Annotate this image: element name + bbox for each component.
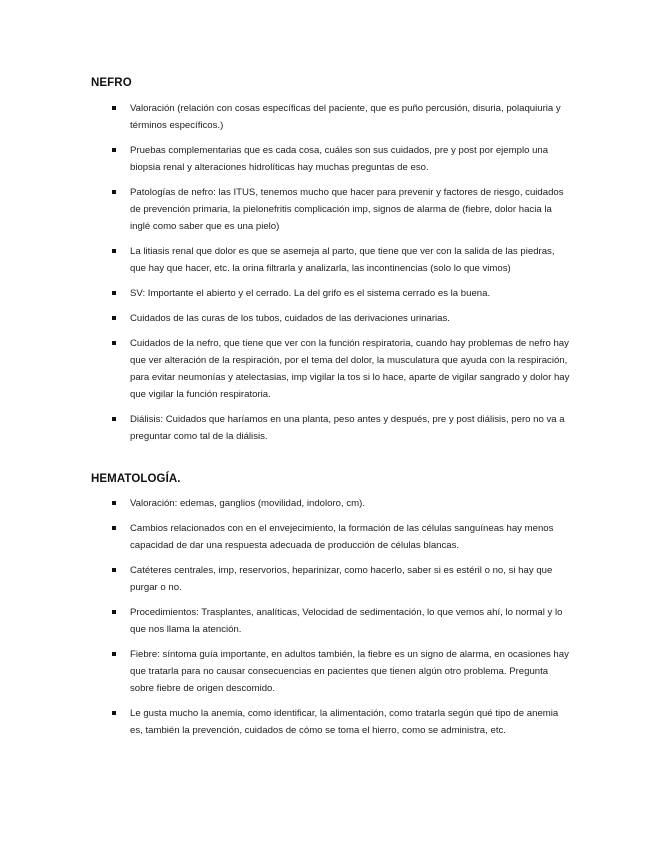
list-item	[91, 705, 571, 739]
bullet-icon	[112, 501, 116, 505]
list-item-text: Valoración: edemas, ganglios (movilidad, indoloro, cm).	[130, 498, 365, 509]
list-item-text: SV: Importante el abierto y el cerrado. La del grifo es el sistema cerrado es la buena.	[130, 288, 491, 299]
list-item	[91, 562, 571, 596]
list-item	[91, 520, 571, 554]
bullet-icon	[112, 148, 116, 152]
bullet-icon	[112, 190, 116, 194]
list-item-text: Le gusta mucho la anemia, como identificar, la alimentación, como tratarla según qué tipo de anemia es, también la prevención, cuidados de cómo se toma el hierro, como se administra, etc.	[130, 708, 559, 736]
bullet-icon	[112, 316, 116, 320]
bullet-icon	[112, 526, 116, 530]
section-title-nefro: NEFRO	[91, 77, 132, 89]
bullet-icon	[112, 106, 116, 110]
list-item	[91, 184, 571, 235]
list-item-text: Fiebre: síntoma guía importante, en adultos también, la fiebre es un signo de alarma, en ocasiones hay que tratarla para no causar consecuencias en pacientes que tienen algún otro problema. Pregunta sobre fiebre de origen descomido.	[130, 649, 569, 694]
list-item	[91, 285, 571, 302]
bullet-icon	[112, 610, 116, 614]
list-item-text: Diálisis: Cuidados que haríamos en una planta, peso antes y después, pre y post diálisis, pero no va a preguntar como tal de la diálisis.	[130, 414, 565, 442]
list-item-text: Procedimientos: Trasplantes, analíticas, Velocidad de sedimentación, lo que vemos ahí, lo normal y lo que nos llama la atención.	[130, 607, 563, 635]
bullet-icon	[112, 652, 116, 656]
list-item-text: Cuidados de las curas de los tubos, cuidados de las derivaciones urinarias.	[130, 313, 450, 324]
list-item-text: Cuidados de la nefro, que tiene que ver con la función respiratoria, cuando hay problemas de nefro hay que ver alteración de la respiración, por el tema del dolor, la musculatura que ayuda con la respiración, para evitar neumonías y atelectasias, imp vigilar la tos si lo hace, aparte de vigilar sangrado y dolor hay que vigilar la función respiratoria.	[130, 338, 570, 400]
bullet-icon	[112, 417, 116, 421]
list-item-text: Catéteres centrales, imp, reservorios, heparinizar, como hacerlo, saber si es estéril o no, si hay que purgar o no.	[130, 565, 553, 593]
hematologia-list	[91, 495, 571, 747]
list-item-text: Pruebas complementarias que es cada cosa, cuáles son sus cuidados, pre y post por ejemplo una biopsia renal y alteraciones hidrolíticas hay muchas preguntas de eso.	[130, 145, 549, 173]
bullet-icon	[112, 341, 116, 345]
list-item-text: Valoración (relación con cosas específicas del paciente, que es puño percusión, disuria, polaquiuria y términos específicos.)	[130, 103, 561, 131]
list-item-text: Patologías de nefro: las ITUS, tenemos mucho que hacer para prevenir y factores de riesgo, cuidados de prevención primaria, la pielonefritis complicación imp, signos de alarma de (fiebre, dolor hacia la inglé como saber que es una pielo)	[130, 187, 564, 232]
bullet-icon	[112, 291, 116, 295]
list-item	[91, 142, 571, 176]
list-item	[91, 495, 571, 512]
list-item	[91, 646, 571, 697]
nefro-list	[91, 100, 571, 453]
list-item	[91, 310, 571, 327]
list-item-text: Cambios relacionados con en el envejecimiento, la formación de las células sanguíneas hay menos capacidad de dar una respuesta adecuada de producción de células blancas.	[130, 523, 554, 551]
bullet-icon	[112, 249, 116, 253]
section-title-hematologia: HEMATOLOGÍA.	[91, 473, 181, 485]
list-item	[91, 604, 571, 638]
bullet-icon	[112, 711, 116, 715]
list-item	[91, 243, 571, 277]
list-item	[91, 335, 571, 403]
bullet-icon	[112, 568, 116, 572]
list-item	[91, 100, 571, 134]
list-item-text: La litiasis renal que dolor es que se asemeja al parto, que tiene que ver con la salida de las piedras, que hay que hacer, etc. la orina filtrarla y analizarla, las incontinencias (solo lo que vimos)	[130, 246, 555, 274]
list-item	[91, 411, 571, 445]
